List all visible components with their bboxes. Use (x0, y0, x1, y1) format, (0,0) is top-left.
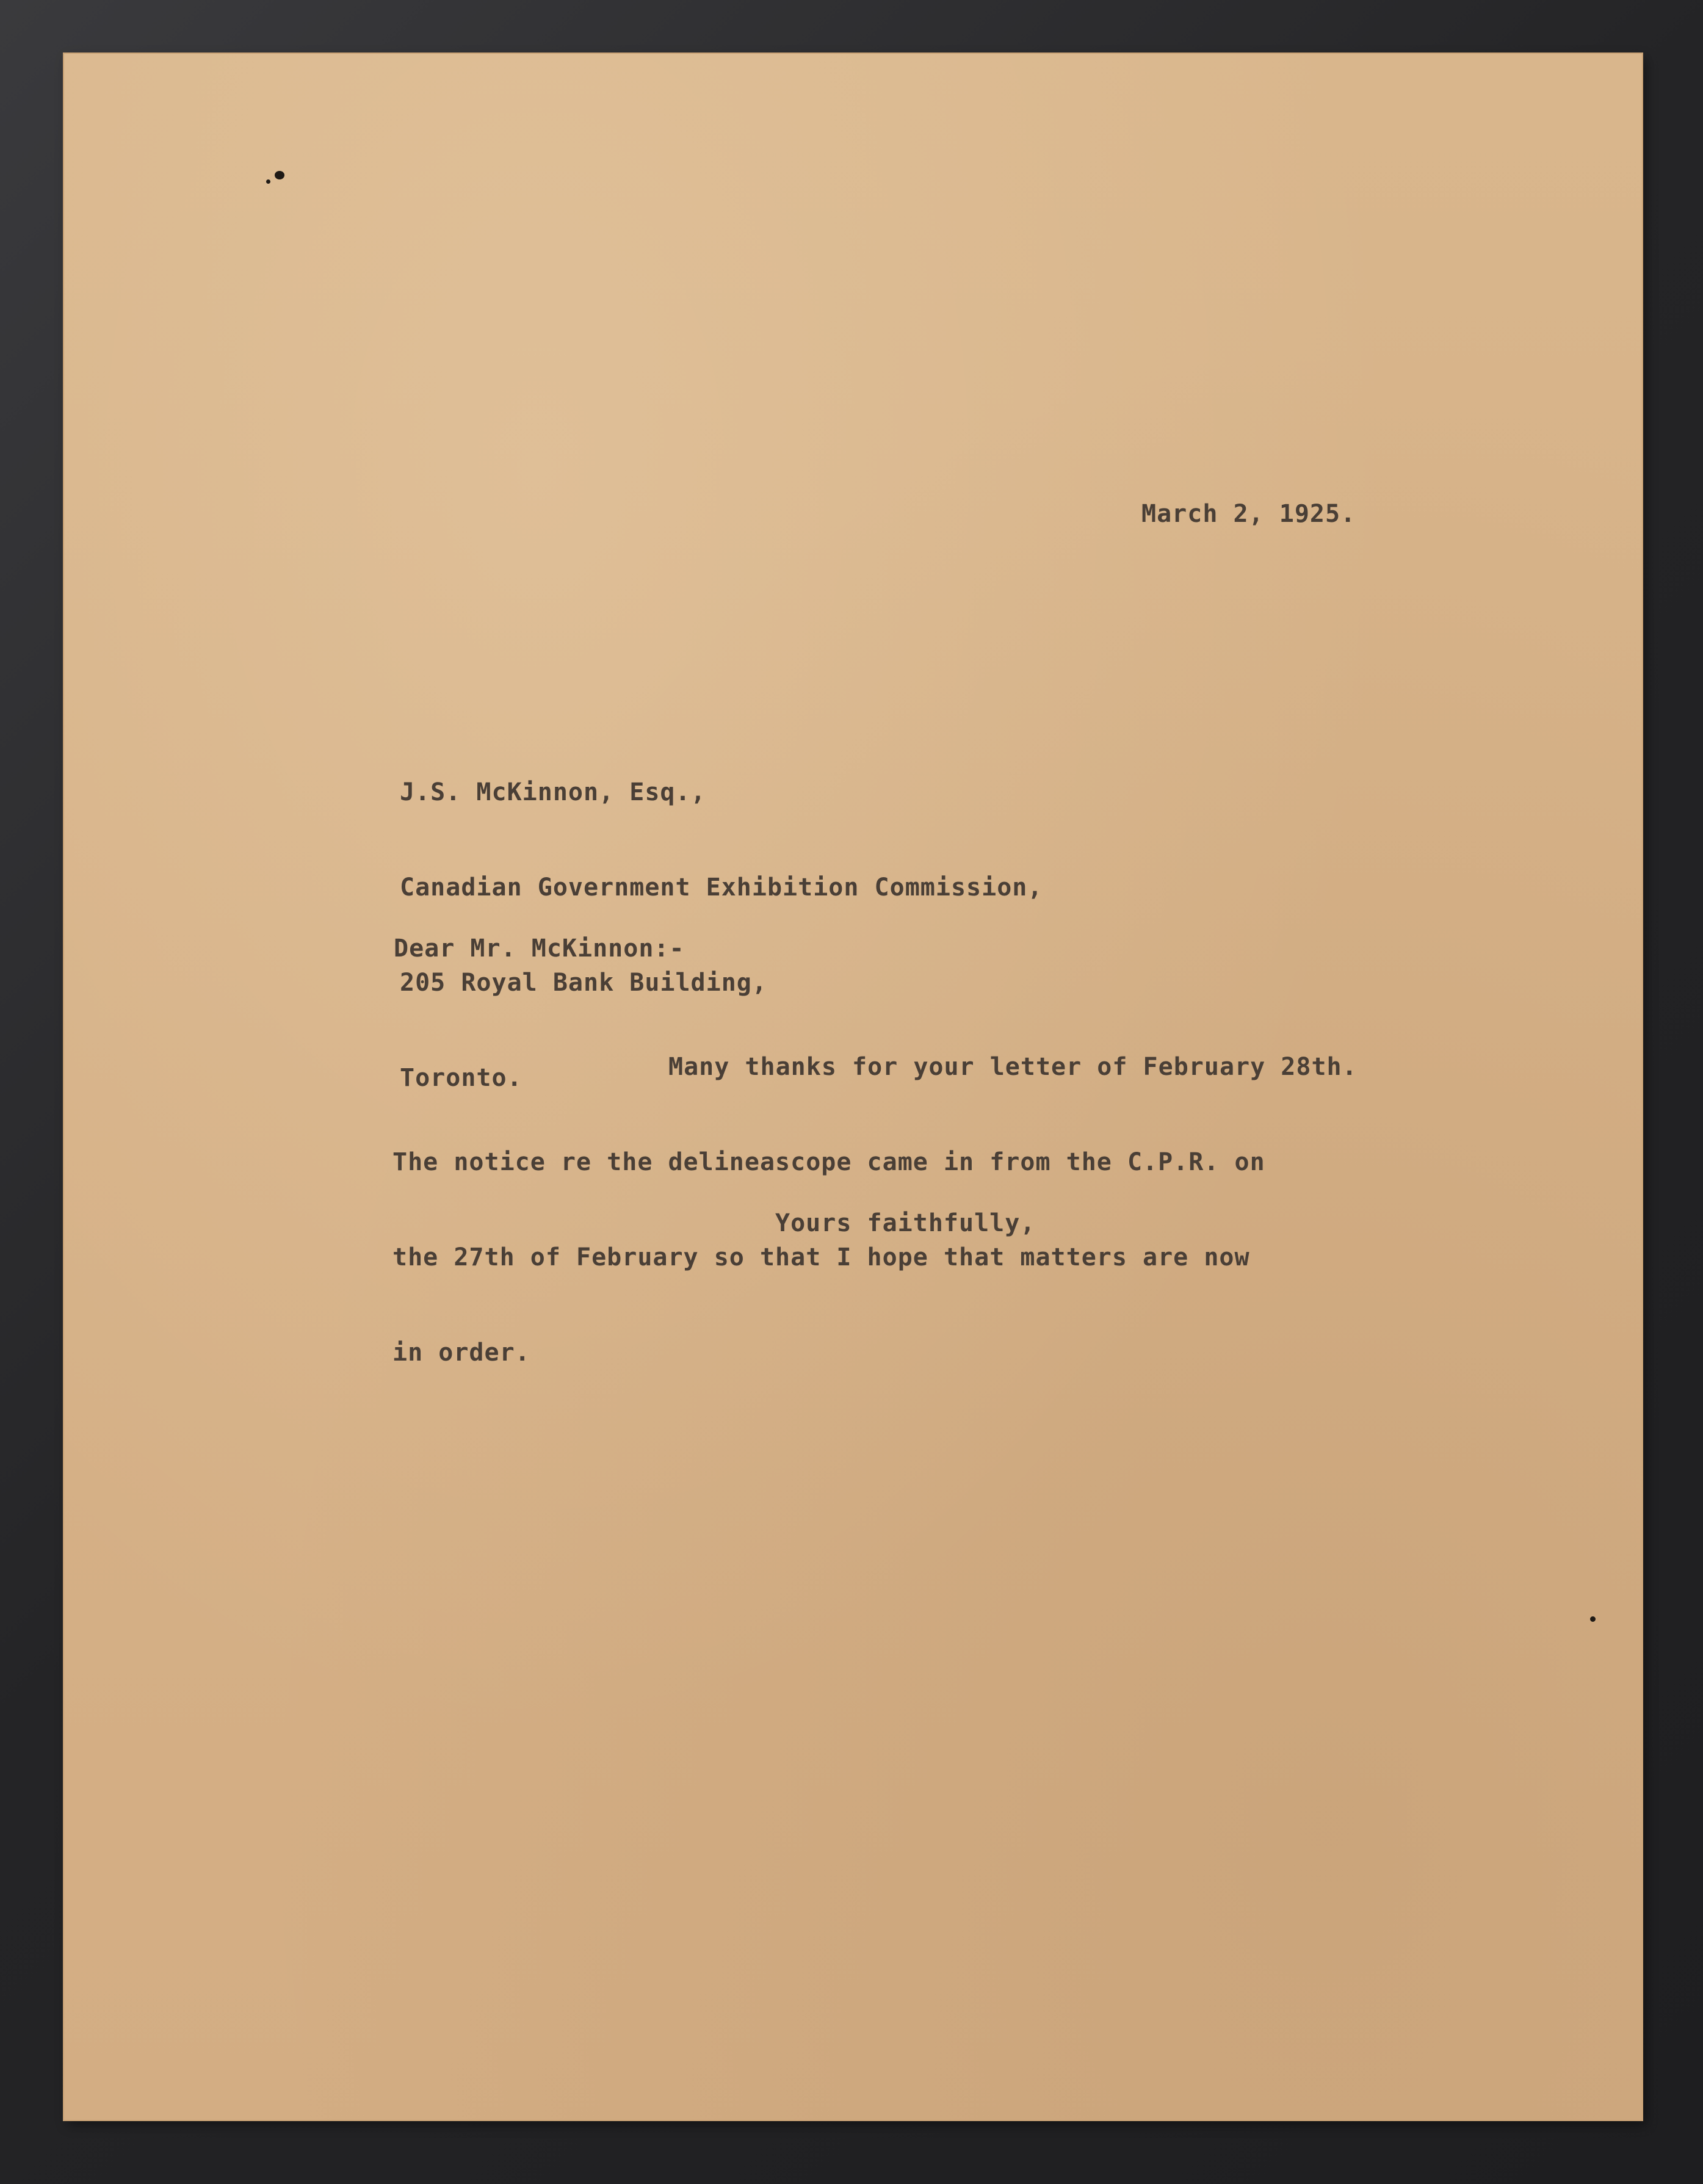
letter-page (64, 54, 1642, 2120)
ink-speck (275, 171, 284, 179)
address-line: Toronto. (400, 1064, 522, 1092)
letter-date: March 2, 1925. (1141, 500, 1356, 528)
salutation: Dear Mr. McKinnon:- (394, 935, 685, 963)
body-line: Many thanks for your letter of February 28th. (668, 1053, 1358, 1081)
complimentary-closing: Yours faithfully, (775, 1209, 1036, 1237)
address-line: 205 Royal Bank Building, (400, 969, 767, 997)
ink-speck (266, 179, 270, 184)
address-line: J.S. McKinnon, Esq., (400, 778, 706, 806)
address-line: Canadian Government Exhibition Commission, (400, 873, 1043, 902)
body-line: in order. (392, 1339, 530, 1367)
ink-speck (1590, 1616, 1596, 1622)
body-line: the 27th of February so that I hope that matters are now (392, 1243, 1250, 1271)
body-line: The notice re the delineascope came in from the C.P.R. on (392, 1148, 1265, 1176)
